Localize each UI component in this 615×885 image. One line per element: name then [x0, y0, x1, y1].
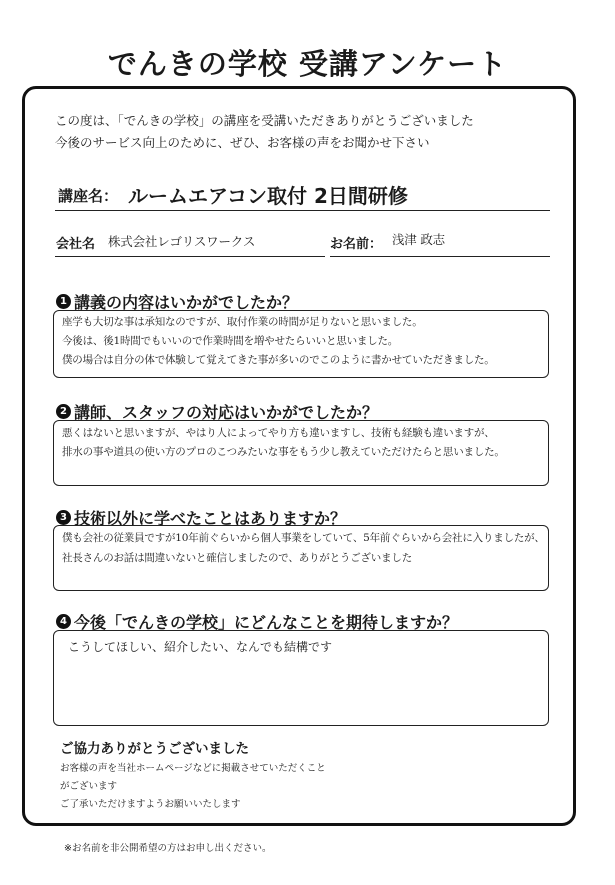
- closing-line-3: ご了承いただけますようお願いいたします: [60, 799, 241, 810]
- intro-line-2: 今後のサービス向上のために、ぜひ、お客様の声をお聞かせ下さい: [55, 135, 430, 150]
- page-title: でんきの学校 受講アンケート: [107, 47, 508, 81]
- person-label: お名前：: [330, 237, 383, 252]
- question-3-text: 技術以外に学べたことはありますか？: [74, 509, 347, 528]
- person-value: 浅津 政志: [392, 232, 445, 247]
- closing-line-2: がございます: [60, 781, 118, 792]
- course-name: ルームエアコン取付 2日間研修: [128, 184, 408, 208]
- question-number-4: 4: [56, 614, 71, 629]
- company-label: 会社名: [56, 237, 96, 252]
- company-underline: [55, 256, 325, 257]
- course-underline: [55, 210, 550, 211]
- question-number-1: 1: [56, 294, 71, 309]
- answer-3-line-2: 社長さんのお話は間違いないと確信しましたので、ありがとうございました: [62, 552, 412, 564]
- answer-1-line-1: 座学も大切な事は承知なのですが、取付作業の時間が足りないと思いました。: [62, 316, 423, 328]
- question-number-2: 2: [56, 404, 71, 419]
- person-underline: [330, 256, 550, 257]
- footnote: ※お名前を非公開希望の方はお申し出ください。: [64, 843, 272, 854]
- question-2-text: 講師、スタッフの対応はいかがでしたか？: [74, 403, 379, 422]
- closing-line-1: お客様の声を当社ホームページなどに掲載させていただくこと: [60, 763, 326, 774]
- answer-2-line-2: 排水の事や道具の使い方のプロのこつみたいな事をもう少し教えていただけたらと思いました。: [62, 446, 505, 458]
- intro-line-1: この度は、「でんきの学校」の講座を受講いただきありがとうございました: [55, 113, 474, 128]
- answer-1-line-3: 僕の場合は自分の体で体験して覚えてきた事が多いのでこのように書かせていただきました。: [62, 354, 495, 366]
- answer-3-line-1: 僕も会社の従業員ですが10年前ぐらいから個人事業をしていて、5年前ぐらいから会社に入りましたが、: [62, 532, 545, 544]
- company-value: 株式会社レゴリスワークス: [108, 234, 256, 249]
- answer-4-hint: こうしてほしい、紹介したい、なんでも結構です: [68, 640, 333, 654]
- question-number-3: 3: [56, 510, 71, 525]
- question-4-text: 今後「でんきの学校」にどんなことを期待しますか？: [74, 613, 459, 632]
- question-1-text: 講義の内容はいかがでしたか？: [74, 293, 299, 312]
- course-label: 講座名：: [58, 187, 119, 205]
- closing-thanks: ご協力ありがとうございました: [60, 741, 249, 757]
- answer-2-line-1: 悪くはないと思いますが、やはり人によってやり方も違いますし、技術も経験も違いますが、: [62, 427, 495, 439]
- answer-1-line-2: 今後は、後1時間でもいいので作業時間を増やせたらいいと思いました。: [62, 335, 399, 347]
